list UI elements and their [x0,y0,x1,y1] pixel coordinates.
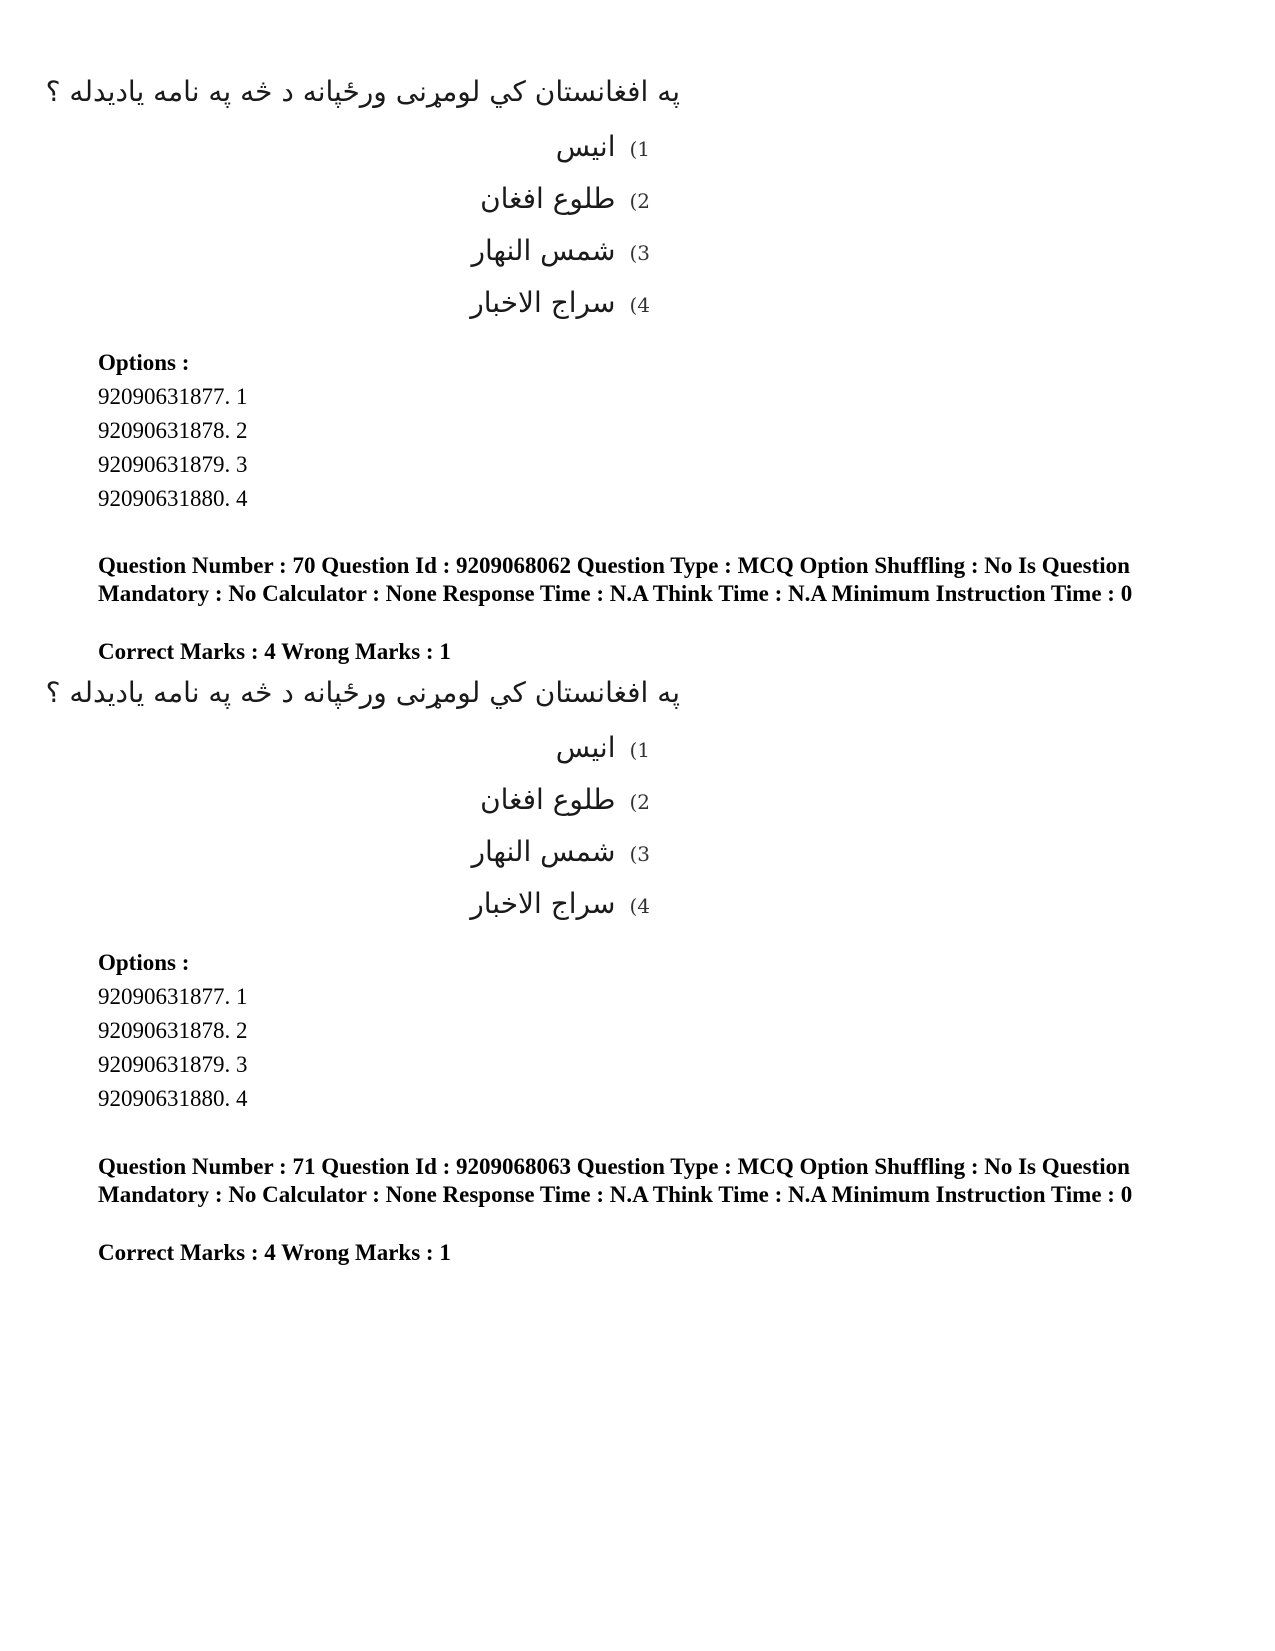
choice-number: (1 [629,137,650,161]
choice-text: سراج الاخبار [470,286,616,319]
question-image [45,75,680,337]
choice-number: (2 [629,790,650,814]
option-item: 92090631877. 1 [98,384,248,409]
option-item: 92090631878. 2 [98,418,248,443]
option-item: 92090631879. 3 [98,1052,248,1077]
choice-text: انیس [555,130,616,163]
options-section [98,346,248,516]
question-choice [556,130,650,163]
choice-number: (3 [629,241,650,265]
choice-number: (4 [629,293,650,317]
choice-text: سراج الاخبار [470,887,616,920]
question-choice [556,731,650,764]
option-item: 92090631877. 1 [98,984,248,1009]
option-item: 92090631879. 3 [98,452,248,477]
question-marks: Correct Marks : 4 Wrong Marks : 1 [98,639,451,664]
question-marks: Correct Marks : 4 Wrong Marks : 1 [98,1240,451,1265]
choice-number: (2 [629,189,650,213]
question-choice [470,286,650,319]
options-list [98,380,248,516]
options-list [98,980,248,1116]
question-choice [472,835,651,868]
option-item: 92090631880. 4 [98,486,248,511]
option-item: 92090631880. 4 [98,1086,248,1111]
question-choice [470,887,650,920]
options-heading: Options : [98,950,190,975]
choice-text: شمس النهار [471,835,616,868]
question-choice [480,783,650,816]
choice-number: (1 [629,738,650,762]
question-image [45,676,680,938]
options-heading: Options : [98,350,190,375]
question-stem: په افغانستان کي لومړنی ورځپانه د څه په نامه یادیدله ؟ [45,75,680,108]
question-meta: Question Number : 70 Question Id : 9209068062 Question Type : MCQ Option Shuffling : No Is Question Mandatory : No Calculator : None Response Time : N.A Think Time : N.A Minimum Instruction Time : 0 [98,553,1133,606]
option-item: 92090631878. 2 [98,1018,248,1043]
question-stem: په افغانستان کي لومړنی ورځپانه د څه په نامه یادیدله ؟ [45,676,680,709]
question-meta: Question Number : 71 Question Id : 9209068063 Question Type : MCQ Option Shuffling : No Is Question Mandatory : No Calculator : None Response Time : N.A Think Time : N.A Minimum Instruction Time : 0 [98,1154,1133,1207]
choice-number: (4 [629,894,650,918]
question-choice [480,182,650,215]
choice-text: طلوع افغان [480,182,616,215]
choice-text: طلوع افغان [480,783,616,816]
options-section [98,946,248,1116]
choice-text: انیس [555,731,616,764]
question-choice [472,234,651,267]
choice-text: شمس النهار [471,234,616,267]
choice-number: (3 [629,842,650,866]
